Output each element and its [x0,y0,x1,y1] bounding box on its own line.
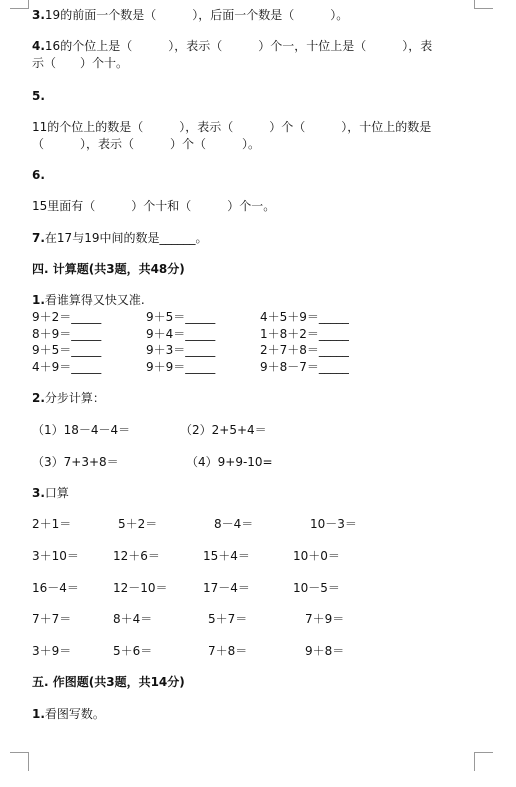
mental-math-item: 10－3＝ [310,517,357,531]
question-4 [32,39,432,53]
mental-math-item: 10＋0＝ [293,549,340,563]
draw-1-heading [32,707,105,721]
question-number: 7. [32,231,45,245]
mental-math-item: 3＋9＝ [32,644,72,658]
math-problem: （3）7+3+8＝ [32,455,119,469]
mental-math-item: 7＋7＝ [32,612,72,626]
calc-2-heading [32,391,105,405]
question-number: 3. [32,486,45,500]
mental-math-item: 5＋2＝ [118,517,158,531]
mental-math-item: 10－5＝ [293,581,340,595]
math-problem: 4＋5＋9＝_____ [260,310,349,324]
page-corner-mark [474,0,493,9]
calc-3-heading [32,486,69,500]
mental-math-item: 9＋8＝ [305,644,345,658]
mental-math-item: 16－4＝ [32,581,79,595]
mental-math-item: 8－4＝ [214,517,254,531]
math-problem: 9＋9＝_____ [146,360,216,374]
question-5-continued: （ ），表示（ ）个（ ）。 [32,137,261,151]
question-number: 3. [32,8,45,22]
question-7 [32,231,207,245]
question-text: 19的前面一个数是（ ），后面一个数是（ ）。 [44,8,349,22]
mental-math-item: 12＋6＝ [113,549,160,563]
page-corner-mark [10,752,29,771]
math-problem: （1）18－4－4＝ [32,423,131,437]
math-problem: 8＋9＝_____ [32,327,102,341]
mental-math-item: 7＋9＝ [305,612,345,626]
mental-math-item: 5＋6＝ [113,644,153,658]
question-text: 看谁算得又快又准. [44,293,145,307]
math-problem: 9＋8－7＝_____ [260,360,349,374]
question-6-number: 6. [32,168,45,182]
question-4-continued: 示（ ）个十。 [32,56,129,70]
mental-math-item: 3＋10＝ [32,549,79,563]
question-text: 在17与19中间的数是______。 [44,231,208,245]
math-problem: 9＋3＝_____ [146,343,216,357]
mental-math-item: 8＋4＝ [113,612,153,626]
math-problem: （4）9+9-10= [186,455,273,469]
page-corner-mark [10,0,29,9]
question-text: 16的个位上是（ ），表示（ ）个一，十位上是（ ），表 [44,39,433,53]
mental-math-item: 12－10＝ [113,581,168,595]
question-text: 口算 [44,486,69,500]
mental-math-item: 15＋4＝ [203,549,250,563]
page-corner-mark [474,752,493,771]
math-problem: 2＋7＋8＝_____ [260,343,349,357]
mental-math-item: 2＋1＝ [32,517,72,531]
math-problem: 9＋2＝_____ [32,310,102,324]
question-number: 4. [32,39,45,53]
question-5-text: 11的个位上的数是（ ），表示（ ）个（ ），十位上的数是 [32,120,432,134]
section-title: 四. 计算题(共3题，共48分) [32,262,185,276]
math-problem: 9＋4＝_____ [146,327,216,341]
question-number: 1. [32,293,45,307]
math-problem: 9＋5＝_____ [146,310,216,324]
question-text: 看图写数。 [44,707,105,721]
question-text: 分步计算： [44,391,105,405]
mental-math-item: 17－4＝ [203,581,250,595]
math-problem: 9＋5＝_____ [32,343,102,357]
question-6-text: 15里面有（ ）个十和（ ）个一。 [32,199,276,213]
mental-math-item: 7＋8＝ [208,644,248,658]
section-title: 五. 作图题(共3题，共14分) [32,675,185,689]
mental-math-item: 5＋7＝ [208,612,248,626]
calc-1-heading [32,293,145,307]
question-number: 1. [32,707,45,721]
question-5-number: 5. [32,89,45,103]
math-problem: 4＋9＝_____ [32,360,102,374]
question-3 [32,8,348,22]
question-number: 2. [32,391,45,405]
math-problem: 1＋8＋2＝_____ [260,327,349,341]
math-problem: （2）2+5+4＝ [180,423,267,437]
